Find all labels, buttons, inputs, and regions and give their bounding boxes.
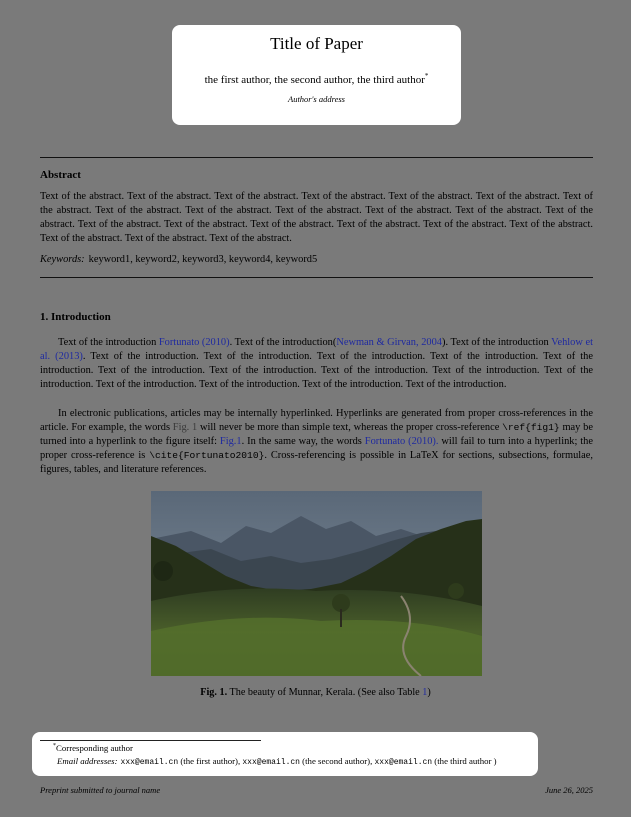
abstract-heading: Abstract <box>40 169 81 181</box>
author-list <box>172 74 461 86</box>
keywords-label: Keywords: <box>40 254 85 265</box>
keywords-list: keyword1, keyword2, keyword3, keyword4, keyword5 <box>88 254 318 265</box>
figure-caption <box>0 687 631 698</box>
intro-text: will fail to turn into a hyperlink; the proper cross-reference is <box>40 436 593 461</box>
intro-text: . Text of the introduction( <box>229 337 337 348</box>
email-owner: (the first author), <box>178 756 243 766</box>
citation-link[interactable]: Newman & Girvan, 2004 <box>336 337 442 348</box>
email-addresses <box>57 756 497 767</box>
citation-link[interactable]: Fortunato (2010) <box>158 337 230 348</box>
intro-paragraph-2 <box>40 407 593 477</box>
caption-end: ) <box>427 687 431 698</box>
email-owner: (the third author ) <box>432 756 497 766</box>
code-cite: \cite{Fortunato2010} <box>149 450 265 461</box>
footer-date: June 26, 2025 <box>545 785 593 795</box>
keywords <box>40 254 317 265</box>
abstract-text: Text of the abstract. Text of the abstract. Text of the abstract. Text of the abstract. Text of the abstract. Text of the abstract. Text of the abstract. Text of the abstract. Text of the abstract. Text of the abstract. Text of the abstract. Text of the abstract. Text of the abstract. Text of the abstract. Text of the abstract. Text of the abstract. Text of the abstract. Text of the abstract. Text of the abstract. Text of the abstract. Text of the abstract. Text of the abstract. <box>40 191 593 244</box>
author-address: Author's address <box>288 94 345 104</box>
title-block <box>172 25 461 125</box>
paper-title: Title of Paper <box>270 34 363 53</box>
table-link[interactable]: 1 <box>422 687 428 698</box>
corresponding-author-label: Corresponding author <box>56 743 133 753</box>
intro-paragraph-1 <box>40 336 593 392</box>
intro-text: In electronic publications, articles may be internally hyperlinked. Hyperlinks are generated from proper cross-references in the article. For example, the words <box>40 408 593 433</box>
footer-journal: Preprint submitted to journal name <box>40 785 161 795</box>
email-link[interactable]: xxx@email.cn <box>374 758 433 767</box>
foreground-field <box>151 618 482 676</box>
figure-label: Fig. 1. <box>200 687 228 698</box>
intro-text: . In the same way, the words <box>241 436 365 447</box>
code-ref: \ref{fig1} <box>502 422 560 433</box>
authors-text: the first author, the second author, the third author <box>204 74 425 86</box>
landscape-image <box>151 491 482 676</box>
plain-fig-ref: Fig. 1 <box>172 422 198 433</box>
figure-link[interactable]: Fig.1 <box>219 436 242 447</box>
email-owner: (the second author), <box>299 756 375 766</box>
abstract-bottom-rule <box>40 277 593 278</box>
figure-munnar-photo <box>151 491 482 676</box>
citation-link[interactable]: Vehlow et al. (2013) <box>40 337 593 362</box>
section-heading-introduction: 1. Introduction <box>40 311 111 323</box>
intro-text: ). Text of the introduction <box>441 337 552 348</box>
intro-text: . Text of the introduction. Text of the introduction. Text of the introduction. Text of the introduction. Text of the introduction. Text of the introduction. Text of the introduction. Text of the introduction. Text of the introduction. Text of the introduction. Text of the introduction. Text of the introduction. Text of the introduction. Text of the introduction. <box>40 351 593 390</box>
corresponding-author-note <box>53 743 133 753</box>
email-link[interactable]: xxx@email.cn <box>242 758 300 767</box>
intro-text: will never be more than simple text, whereas the proper cross-reference <box>197 422 503 433</box>
figure-caption-text: The beauty of Munnar, Kerala. (See also Table <box>227 687 423 698</box>
author-footnote-mark[interactable]: * <box>424 72 429 80</box>
citation-link[interactable]: Fortunato (2010). <box>364 436 439 447</box>
intro-text: Text of the introduction <box>58 337 159 348</box>
footnote-rule <box>40 740 261 741</box>
email-label: Email addresses: <box>57 756 118 766</box>
email-link[interactable]: xxx@email.cn <box>120 758 179 767</box>
tree <box>448 583 464 599</box>
intro-text: . Cross-referencing is possible in LaTeX for sections, subsections, formulae, figures, tables, and literature references. <box>40 450 593 475</box>
footnote-block <box>32 732 538 776</box>
tree <box>153 561 173 581</box>
abstract-top-rule <box>40 157 593 158</box>
intro-text: may be turned into a hyperlink to the figure itself: <box>40 422 593 447</box>
footnote-mark: * <box>53 743 56 750</box>
tree-trunk <box>340 609 342 627</box>
